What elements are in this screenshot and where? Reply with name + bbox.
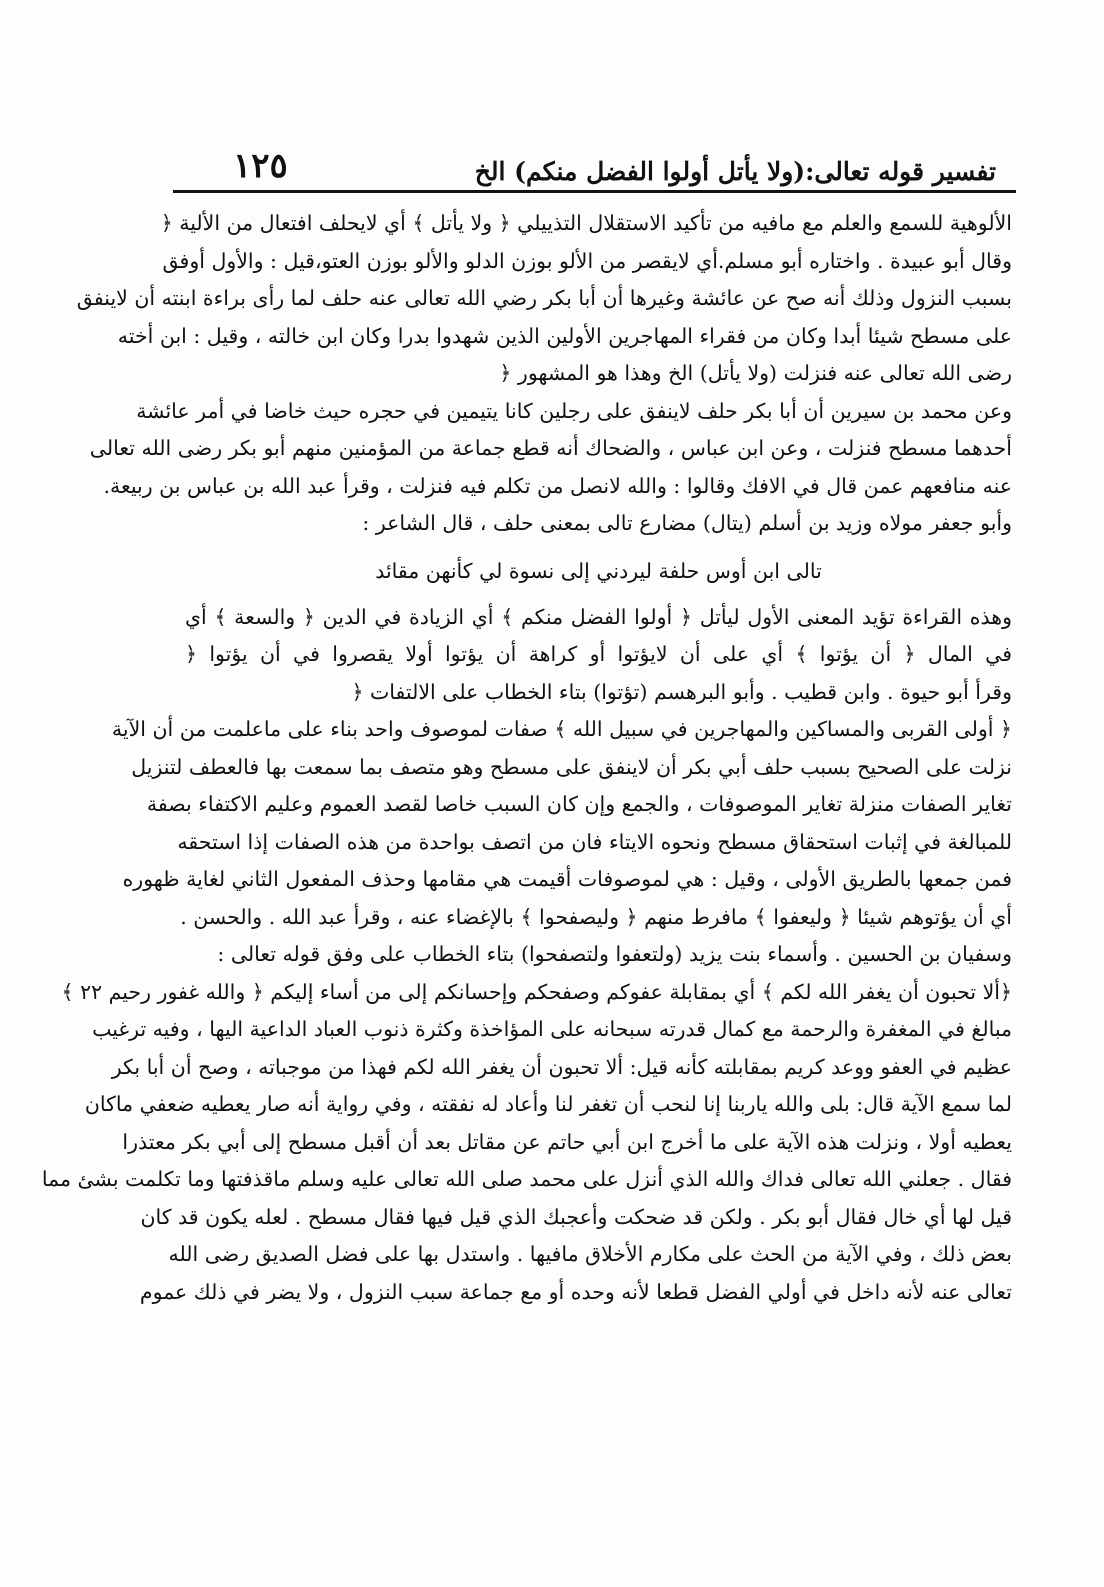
text-line: وعن محمد بن سيرين أن أبا بكر حلف لاينفق على رجلين كانا يتيمين في حجره حيث خاضا في أمر عائشة — [136, 398, 1012, 423]
text-line: الألوهية للسمع والعلم مع مافيه من تأكيد الاستقلال التذييلي ﴿ ولا يأتل ﴾ أي لايحلف افتعال من الألية ﴿ — [160, 211, 1012, 235]
text-line: وسفيان بن الحسين . وأسماء بنت يزيد (ولتعفوا ولتصفحوا) بتاء الخطاب على وفق قوله تعالى : — [217, 942, 1012, 966]
text-line: فمن جمعها بالطريق الأولى ، وقيل : هي لموصوفات أقيمت هي مقامها وحذف المفعول الثاني لغاية ظهوره — [122, 867, 1012, 891]
text-line: وأبو جعفر مولاه وزيد بن أسلم (يتال) مضارع تالى بمعنى حلف ، قال الشاعر : — [362, 511, 1012, 535]
poetry-verse: تالى ابن أوس حلفة ليردني إلى نسوة لي كأنهن مقائد — [375, 558, 822, 583]
text-line: في المال ﴿ أن يؤتوا ﴾ أي على أن لايؤتوا أو كراهة أن يؤتوا أولا يقصروا في أن يؤتوا ﴿ — [185, 642, 1012, 666]
text-line: مبالغ في المغفرة والرحمة مع كمال قدرته سبحانه على المؤاخذة وكثرة ذنوب العباد الداعية اليها ، وفيه ترغيب — [92, 1017, 1012, 1041]
text-line: بعض ذلك ، وفي الآية من الحث على مكارم الأخلاق مافيها . واستدل بها على فضل الصديق رضى الله — [168, 1242, 1012, 1266]
body-text — [41, 205, 1012, 1311]
text-line: ﴿ألا تحبون أن يغفر الله لكم ﴾ أي بمقابلة عفوكم وصفحكم وإحسانكم إلى من أساء إليكم ﴿ والله غفور رحيم ٢٢ ﴾ — [61, 979, 1012, 1004]
text-line: عنه منافعهم عمن قال في الافك وقالوا : والله لانصل من تكلم فيه فنزلت ، وقرأ عبد الله بن عباس بن ربيعة. — [103, 473, 1012, 498]
text-line: يعطيه أولا ، ونزلت هذه الآية على ما أخرج ابن أبي حاتم عن مقاتل بعد أن أقبل مسطح إلى أبي بكر معتذرا — [122, 1129, 1012, 1154]
text-line: فقال . جعلني الله تعالى فداك والله الذي أنزل على محمد صلى الله تعالى عليه وسلم ماقذفتها وما تكلمت بشئ مما — [41, 1167, 1012, 1191]
text-line: تعالى عنه لأنه داخل في أولي الفضل قطعا لأنه وحده أو مع جماعة سبب النزول ، ولا يضر في ذلك عموم — [139, 1279, 1012, 1304]
text-line: تغاير الصفات منزلة تغاير الموصوفات ، والجمع وإن كان السبب خاصا لقصد العموم وعليم الاكتفاء بصفة — [146, 792, 1012, 816]
text-line: للمبالغة في إثبات استحقاق مسطح ونحوه الايتاء فان من اتصف بواحدة من هذه الصفات إذا استحقه — [177, 829, 1012, 854]
text-line: وهذه القراءة تؤيد المعنى الأول ليأتل ﴿ أولوا الفضل منكم ﴾ أي الزيادة في الدين ﴿ والسعة ﴾ أي — [185, 604, 1012, 629]
text-line: لما سمع الآية قال: بلى والله ياربنا إنا لنحب أن تغفر لنا وأعاد له نفقته ، وفي رواية أنه صار يعطيه ضعفي ماكان — [84, 1092, 1012, 1116]
text-line: ﴿ أولى القربى والمساكين والمهاجرين في سبيل الله ﴾ صفات لموصوف واحد بناء على ماعلمت من أن الآية — [111, 717, 1012, 741]
text-line: رضى الله تعالى عنه فنزلت (ولا يأتل) الخ وهذا هو المشهور ﴿ — [499, 361, 1012, 385]
text-line: وقرأ أبو حيوة . وابن قطيب . وأبو البرهسم (تؤتوا) بتاء الخطاب على الالتفات ﴿ — [351, 679, 1012, 704]
page-number: ١٢٥ — [233, 146, 288, 186]
text-line: بسبب النزول وذلك أنه صح عن عائشة وغيرها أن أبا بكر رضي الله تعالى عنه حلف لما رأى براءة ابنته أن لاينفق — [76, 286, 1012, 310]
text-line: قيل لها أي خال فقال أبو بكر . ولكن قد ضحكت وأعجبك الذي قيل فيها فقال مسطح . لعله يكون قد كان — [140, 1204, 1012, 1229]
page-header — [173, 140, 1016, 193]
running-title: تفسير قوله تعالى:(ولا يأتل أولوا الفضل منكم) الخ — [474, 157, 996, 186]
text-line: عظيم في العفو ووعد كريم بمقابلته كأنه قيل: ألا تحبون أن يغفر الله لكم فهذا من موجباته ، وصح أن أبا بكر — [111, 1054, 1012, 1079]
text-line: وقال أبو عبيدة . واختاره أبو مسلم.أي لايقصر من الألو بوزن الدلو والألو بوزن العتو،قيل : والأول أوفق — [162, 248, 1012, 273]
text-line: أحدهما مسطح فنزلت ، وعن ابن عباس ، والضحاك أنه قطع جماعة من المؤمنين منهم أبو بكر رضى الله تعالى — [89, 436, 1012, 460]
text-line: أي أن يؤتوهم شيئا ﴿ وليعفوا ﴾ مافرط منهم ﴿ وليصفحوا ﴾ بالإغضاء عنه ، وقرأ عبد الله . والحسن . — [180, 904, 1012, 929]
text-line: على مسطح شيئا أبدا وكان من فقراء المهاجرين الأولين الذين شهدوا بدرا وكان ابن خالته ، وقيل : ابن أخته — [117, 323, 1012, 348]
text-line: نزلت على الصحيح بسبب حلف أبي بكر أن لاينفق على مسطح وهو متصف بما سمعت بها فالعطف لتنزيل — [131, 754, 1012, 779]
